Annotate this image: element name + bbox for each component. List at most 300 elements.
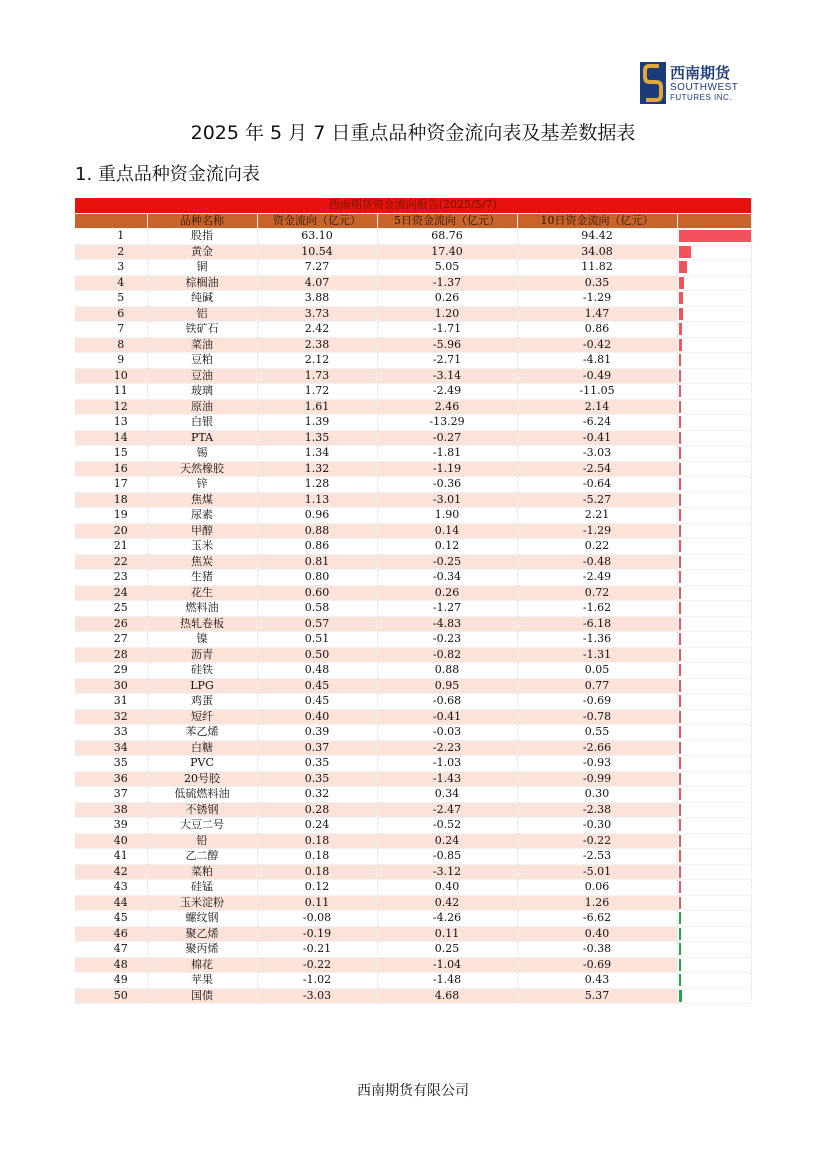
header-flow-5d: 5日资金流向（亿元） xyxy=(377,213,517,229)
row-flow-bar-cell xyxy=(677,477,751,493)
row-flow: 0.58 xyxy=(257,601,377,617)
row-index: 46 xyxy=(75,926,147,942)
table-row xyxy=(75,260,751,276)
row-name: 苹果 xyxy=(147,973,257,989)
row-flow-5d: -1.03 xyxy=(377,756,517,772)
row-name: 焦炭 xyxy=(147,554,257,570)
header-name: 品种名称 xyxy=(147,213,257,229)
row-name: 玉米 xyxy=(147,539,257,555)
row-flow-bar-cell xyxy=(677,306,751,322)
flow-bar xyxy=(679,835,681,847)
row-flow: -0.21 xyxy=(257,942,377,958)
row-flow-bar-cell xyxy=(677,322,751,338)
flow-bar xyxy=(679,974,681,986)
row-flow-bar-cell xyxy=(677,818,751,834)
row-flow-10d: 0.72 xyxy=(517,585,677,601)
flow-bar xyxy=(679,509,681,521)
row-flow-10d: 0.30 xyxy=(517,787,677,803)
row-name: 豆粕 xyxy=(147,353,257,369)
flow-bar xyxy=(679,680,681,692)
table-row xyxy=(75,291,751,307)
row-flow-5d: -2.71 xyxy=(377,353,517,369)
row-index: 3 xyxy=(75,260,147,276)
row-flow-5d: -0.41 xyxy=(377,709,517,725)
row-flow: 0.39 xyxy=(257,725,377,741)
table-row xyxy=(75,477,751,493)
table-row xyxy=(75,864,751,880)
row-name: 花生 xyxy=(147,585,257,601)
row-flow-10d: 0.06 xyxy=(517,880,677,896)
table-row xyxy=(75,384,751,400)
flow-bar xyxy=(679,912,681,924)
row-flow-5d: 0.34 xyxy=(377,787,517,803)
row-flow-bar-cell xyxy=(677,973,751,989)
row-flow-5d: -1.81 xyxy=(377,446,517,462)
table-row xyxy=(75,244,751,260)
table-header-row xyxy=(75,213,751,229)
flow-bar xyxy=(679,463,681,475)
row-flow-5d: 0.95 xyxy=(377,678,517,694)
row-flow-5d: -3.01 xyxy=(377,492,517,508)
row-flow-bar-cell xyxy=(677,260,751,276)
row-name: 聚丙烯 xyxy=(147,942,257,958)
row-index: 17 xyxy=(75,477,147,493)
table-row xyxy=(75,911,751,927)
row-flow-10d: 0.05 xyxy=(517,663,677,679)
row-flow: 63.10 xyxy=(257,229,377,245)
row-flow-10d: -2.54 xyxy=(517,461,677,477)
flow-bar xyxy=(679,881,681,893)
flow-bar xyxy=(679,757,681,769)
table-row xyxy=(75,849,751,865)
flow-bar xyxy=(679,432,681,444)
flow-bar xyxy=(679,711,681,723)
row-flow-5d: -4.26 xyxy=(377,911,517,927)
table-row xyxy=(75,926,751,942)
row-name: 棕榈油 xyxy=(147,275,257,291)
row-name: 乙二醇 xyxy=(147,849,257,865)
table-row xyxy=(75,523,751,539)
header-bar xyxy=(677,213,751,229)
row-flow: 0.37 xyxy=(257,740,377,756)
table-row xyxy=(75,585,751,601)
row-flow-5d: 0.88 xyxy=(377,663,517,679)
table-banner-row xyxy=(75,198,751,213)
row-index: 29 xyxy=(75,663,147,679)
row-flow-bar-cell xyxy=(677,554,751,570)
row-name: PVC xyxy=(147,756,257,772)
row-flow: -0.08 xyxy=(257,911,377,927)
flow-bar xyxy=(679,649,681,661)
row-name: 纯碱 xyxy=(147,291,257,307)
flow-bar xyxy=(679,804,681,816)
row-name: 铜 xyxy=(147,260,257,276)
table-row xyxy=(75,446,751,462)
row-index: 12 xyxy=(75,399,147,415)
table-row xyxy=(75,306,751,322)
row-flow-bar-cell xyxy=(677,709,751,725)
table-row xyxy=(75,570,751,586)
row-flow-10d: -11.05 xyxy=(517,384,677,400)
row-name: 甲醇 xyxy=(147,523,257,539)
row-flow-10d: -4.81 xyxy=(517,353,677,369)
row-flow: 0.18 xyxy=(257,833,377,849)
row-flow: 1.13 xyxy=(257,492,377,508)
row-flow: 0.96 xyxy=(257,508,377,524)
row-name: 不锈钢 xyxy=(147,802,257,818)
row-flow-10d: -1.29 xyxy=(517,291,677,307)
row-index: 37 xyxy=(75,787,147,803)
row-flow: 0.86 xyxy=(257,539,377,555)
row-index: 40 xyxy=(75,833,147,849)
table-body xyxy=(75,229,751,1004)
row-flow-bar-cell xyxy=(677,880,751,896)
flow-bar xyxy=(679,866,681,878)
table-row xyxy=(75,353,751,369)
row-flow-5d: -4.83 xyxy=(377,616,517,632)
row-name: 硅锰 xyxy=(147,880,257,896)
row-flow-10d: 34.08 xyxy=(517,244,677,260)
logo-en-text: SOUTHWEST xyxy=(670,82,739,93)
section-title: 1. 重点品种资金流向表 xyxy=(75,164,260,185)
row-name: 短纤 xyxy=(147,709,257,725)
flow-bar xyxy=(679,819,681,831)
row-name: 铅 xyxy=(147,833,257,849)
row-index: 11 xyxy=(75,384,147,400)
row-flow-5d: 68.76 xyxy=(377,229,517,245)
row-flow-bar-cell xyxy=(677,461,751,477)
table-row xyxy=(75,678,751,694)
row-flow-10d: -5.01 xyxy=(517,864,677,880)
row-flow-5d: 17.40 xyxy=(377,244,517,260)
row-flow-10d: 0.43 xyxy=(517,973,677,989)
row-flow: 0.57 xyxy=(257,616,377,632)
flow-bar xyxy=(679,277,684,289)
row-index: 6 xyxy=(75,306,147,322)
table-row xyxy=(75,756,751,772)
row-flow: 0.48 xyxy=(257,663,377,679)
row-flow-bar-cell xyxy=(677,244,751,260)
table-row xyxy=(75,430,751,446)
row-flow-10d: 2.21 xyxy=(517,508,677,524)
flow-bar xyxy=(679,928,681,940)
row-flow: 3.88 xyxy=(257,291,377,307)
row-flow-10d: 1.26 xyxy=(517,895,677,911)
row-flow: 3.73 xyxy=(257,306,377,322)
table-row xyxy=(75,415,751,431)
header-index xyxy=(75,213,147,229)
row-flow: 0.50 xyxy=(257,647,377,663)
row-name: 铝 xyxy=(147,306,257,322)
row-index: 20 xyxy=(75,523,147,539)
row-flow-5d: -1.04 xyxy=(377,957,517,973)
flow-bar xyxy=(679,261,687,273)
row-flow-bar-cell xyxy=(677,492,751,508)
flow-bar xyxy=(679,478,681,490)
row-index: 32 xyxy=(75,709,147,725)
row-flow-10d: -0.42 xyxy=(517,337,677,353)
row-name: 黄金 xyxy=(147,244,257,260)
row-flow-bar-cell xyxy=(677,756,751,772)
row-flow: 0.24 xyxy=(257,818,377,834)
row-flow-bar-cell xyxy=(677,601,751,617)
flow-bar xyxy=(679,339,682,351)
row-flow: 4.07 xyxy=(257,275,377,291)
row-flow-bar-cell xyxy=(677,337,751,353)
row-flow-5d: -0.23 xyxy=(377,632,517,648)
logo-cn-text: 西南期货 xyxy=(670,64,731,82)
row-flow-bar-cell xyxy=(677,415,751,431)
row-flow-bar-cell xyxy=(677,694,751,710)
table-row xyxy=(75,229,751,245)
row-flow-10d: 0.55 xyxy=(517,725,677,741)
row-flow-bar-cell xyxy=(677,570,751,586)
flow-bar xyxy=(679,587,681,599)
row-index: 13 xyxy=(75,415,147,431)
row-flow-bar-cell xyxy=(677,926,751,942)
row-flow-10d: -0.30 xyxy=(517,818,677,834)
footer-company: 西南期货有限公司 xyxy=(357,1083,469,1099)
table-row xyxy=(75,647,751,663)
table-row xyxy=(75,957,751,973)
row-flow-10d: 11.82 xyxy=(517,260,677,276)
row-name: 玉米淀粉 xyxy=(147,895,257,911)
table-row xyxy=(75,539,751,555)
row-flow-5d: -0.27 xyxy=(377,430,517,446)
row-flow: 1.35 xyxy=(257,430,377,446)
row-flow: -0.19 xyxy=(257,926,377,942)
row-flow-10d: -0.64 xyxy=(517,477,677,493)
row-flow-5d: -1.71 xyxy=(377,322,517,338)
row-flow: 10.54 xyxy=(257,244,377,260)
table-row xyxy=(75,275,751,291)
logo-en-subtext: FUTURES INC. xyxy=(670,93,732,102)
row-index: 33 xyxy=(75,725,147,741)
company-logo xyxy=(640,60,752,106)
row-flow: 0.80 xyxy=(257,570,377,586)
row-index: 24 xyxy=(75,585,147,601)
row-index: 5 xyxy=(75,291,147,307)
row-flow: 0.35 xyxy=(257,771,377,787)
row-name: 苯乙烯 xyxy=(147,725,257,741)
row-flow-bar-cell xyxy=(677,616,751,632)
row-flow-5d: 1.20 xyxy=(377,306,517,322)
flow-bar xyxy=(679,571,681,583)
row-name: 焦煤 xyxy=(147,492,257,508)
row-index: 25 xyxy=(75,601,147,617)
row-name: 国债 xyxy=(147,988,257,1004)
row-index: 2 xyxy=(75,244,147,260)
row-flow-10d: -0.69 xyxy=(517,694,677,710)
table-row xyxy=(75,771,751,787)
row-flow-10d: -0.93 xyxy=(517,756,677,772)
table-row xyxy=(75,554,751,570)
table-row xyxy=(75,663,751,679)
row-flow-10d: -6.62 xyxy=(517,911,677,927)
flow-bar xyxy=(679,990,682,1002)
table-row xyxy=(75,787,751,803)
row-index: 44 xyxy=(75,895,147,911)
row-flow-5d: -13.29 xyxy=(377,415,517,431)
row-name: 白糖 xyxy=(147,740,257,756)
table-row xyxy=(75,740,751,756)
table-row xyxy=(75,725,751,741)
row-flow-5d: 0.24 xyxy=(377,833,517,849)
row-flow-5d: 0.25 xyxy=(377,942,517,958)
row-flow-10d: -0.69 xyxy=(517,957,677,973)
table-row xyxy=(75,337,751,353)
row-flow-5d: 0.42 xyxy=(377,895,517,911)
row-flow-5d: -0.36 xyxy=(377,477,517,493)
row-flow: 0.18 xyxy=(257,864,377,880)
table-row xyxy=(75,616,751,632)
row-name: 玻璃 xyxy=(147,384,257,400)
row-flow-bar-cell xyxy=(677,771,751,787)
row-flow: 1.73 xyxy=(257,368,377,384)
flow-bar xyxy=(679,556,681,568)
row-flow-5d: -0.34 xyxy=(377,570,517,586)
row-index: 50 xyxy=(75,988,147,1004)
row-flow: 7.27 xyxy=(257,260,377,276)
flow-bar xyxy=(679,308,683,320)
row-name: 尿素 xyxy=(147,508,257,524)
row-flow-10d: -2.38 xyxy=(517,802,677,818)
row-name: 豆油 xyxy=(147,368,257,384)
row-name: 镍 xyxy=(147,632,257,648)
row-index: 47 xyxy=(75,942,147,958)
row-flow-5d: 0.12 xyxy=(377,539,517,555)
row-flow-bar-cell xyxy=(677,725,751,741)
row-flow: 0.45 xyxy=(257,694,377,710)
row-flow-10d: -5.27 xyxy=(517,492,677,508)
row-flow-bar-cell xyxy=(677,229,751,245)
row-flow-bar-cell xyxy=(677,368,751,384)
flow-bar xyxy=(679,695,681,707)
row-flow-5d: -2.23 xyxy=(377,740,517,756)
table-row xyxy=(75,632,751,648)
row-flow-10d: -6.18 xyxy=(517,616,677,632)
row-flow-5d: -0.85 xyxy=(377,849,517,865)
row-index: 48 xyxy=(75,957,147,973)
row-flow: 0.60 xyxy=(257,585,377,601)
row-name: 股指 xyxy=(147,229,257,245)
row-flow-bar-cell xyxy=(677,957,751,973)
row-index: 34 xyxy=(75,740,147,756)
row-flow-10d: -0.48 xyxy=(517,554,677,570)
row-index: 16 xyxy=(75,461,147,477)
row-flow: 2.38 xyxy=(257,337,377,353)
row-flow: 0.35 xyxy=(257,756,377,772)
row-flow-bar-cell xyxy=(677,849,751,865)
row-name: 硅铁 xyxy=(147,663,257,679)
row-index: 43 xyxy=(75,880,147,896)
header-flow-10d: 10日资金流向（亿元） xyxy=(517,213,677,229)
flow-bar xyxy=(679,788,681,800)
row-index: 19 xyxy=(75,508,147,524)
row-flow: 0.28 xyxy=(257,802,377,818)
row-index: 23 xyxy=(75,570,147,586)
row-flow-10d: -0.49 xyxy=(517,368,677,384)
row-index: 38 xyxy=(75,802,147,818)
row-index: 36 xyxy=(75,771,147,787)
row-flow-10d: -0.78 xyxy=(517,709,677,725)
row-flow-bar-cell xyxy=(677,384,751,400)
logo-emblem-icon xyxy=(640,60,666,106)
row-flow: 0.11 xyxy=(257,895,377,911)
fund-flow-table xyxy=(75,198,752,1004)
flow-bar xyxy=(679,401,681,413)
row-flow: -1.02 xyxy=(257,973,377,989)
row-index: 41 xyxy=(75,849,147,865)
row-flow-10d: -0.41 xyxy=(517,430,677,446)
row-name: 沥青 xyxy=(147,647,257,663)
row-flow-bar-cell xyxy=(677,833,751,849)
flow-bar xyxy=(679,943,681,955)
table-row xyxy=(75,802,751,818)
row-flow-5d: -1.48 xyxy=(377,973,517,989)
row-flow-bar-cell xyxy=(677,988,751,1004)
table-row xyxy=(75,880,751,896)
flow-bar xyxy=(679,416,681,428)
row-index: 45 xyxy=(75,911,147,927)
flow-bar xyxy=(679,323,682,335)
row-flow-10d: -0.99 xyxy=(517,771,677,787)
flow-bar xyxy=(679,385,681,397)
row-flow-10d: -2.53 xyxy=(517,849,677,865)
row-flow: 1.39 xyxy=(257,415,377,431)
row-flow-5d: 5.05 xyxy=(377,260,517,276)
row-index: 21 xyxy=(75,539,147,555)
row-flow-5d: -3.12 xyxy=(377,864,517,880)
row-flow-5d: -2.47 xyxy=(377,802,517,818)
flow-bar xyxy=(679,850,681,862)
row-flow-bar-cell xyxy=(677,523,751,539)
row-flow: 1.72 xyxy=(257,384,377,400)
row-flow-5d: -1.19 xyxy=(377,461,517,477)
row-index: 39 xyxy=(75,818,147,834)
row-flow-bar-cell xyxy=(677,632,751,648)
row-flow-5d: 0.40 xyxy=(377,880,517,896)
row-name: 20号胶 xyxy=(147,771,257,787)
row-flow-10d: 2.14 xyxy=(517,399,677,415)
row-flow-bar-cell xyxy=(677,911,751,927)
row-flow-10d: 94.42 xyxy=(517,229,677,245)
table-row xyxy=(75,322,751,338)
row-flow-5d: -1.27 xyxy=(377,601,517,617)
row-index: 49 xyxy=(75,973,147,989)
row-name: 白银 xyxy=(147,415,257,431)
row-flow: 1.28 xyxy=(257,477,377,493)
table-row xyxy=(75,461,751,477)
row-flow: 2.42 xyxy=(257,322,377,338)
row-flow-10d: 0.22 xyxy=(517,539,677,555)
row-name: 菜油 xyxy=(147,337,257,353)
row-index: 9 xyxy=(75,353,147,369)
table-row xyxy=(75,973,751,989)
row-flow: 0.40 xyxy=(257,709,377,725)
row-name: 大豆二号 xyxy=(147,818,257,834)
table-row xyxy=(75,942,751,958)
row-flow-10d: -6.24 xyxy=(517,415,677,431)
flow-bar xyxy=(679,618,681,630)
row-index: 14 xyxy=(75,430,147,446)
flow-bar xyxy=(679,447,681,459)
flow-bar xyxy=(679,773,681,785)
row-flow-bar-cell xyxy=(677,585,751,601)
flow-bar xyxy=(679,633,681,645)
row-index: 7 xyxy=(75,322,147,338)
flow-bar xyxy=(679,525,681,537)
